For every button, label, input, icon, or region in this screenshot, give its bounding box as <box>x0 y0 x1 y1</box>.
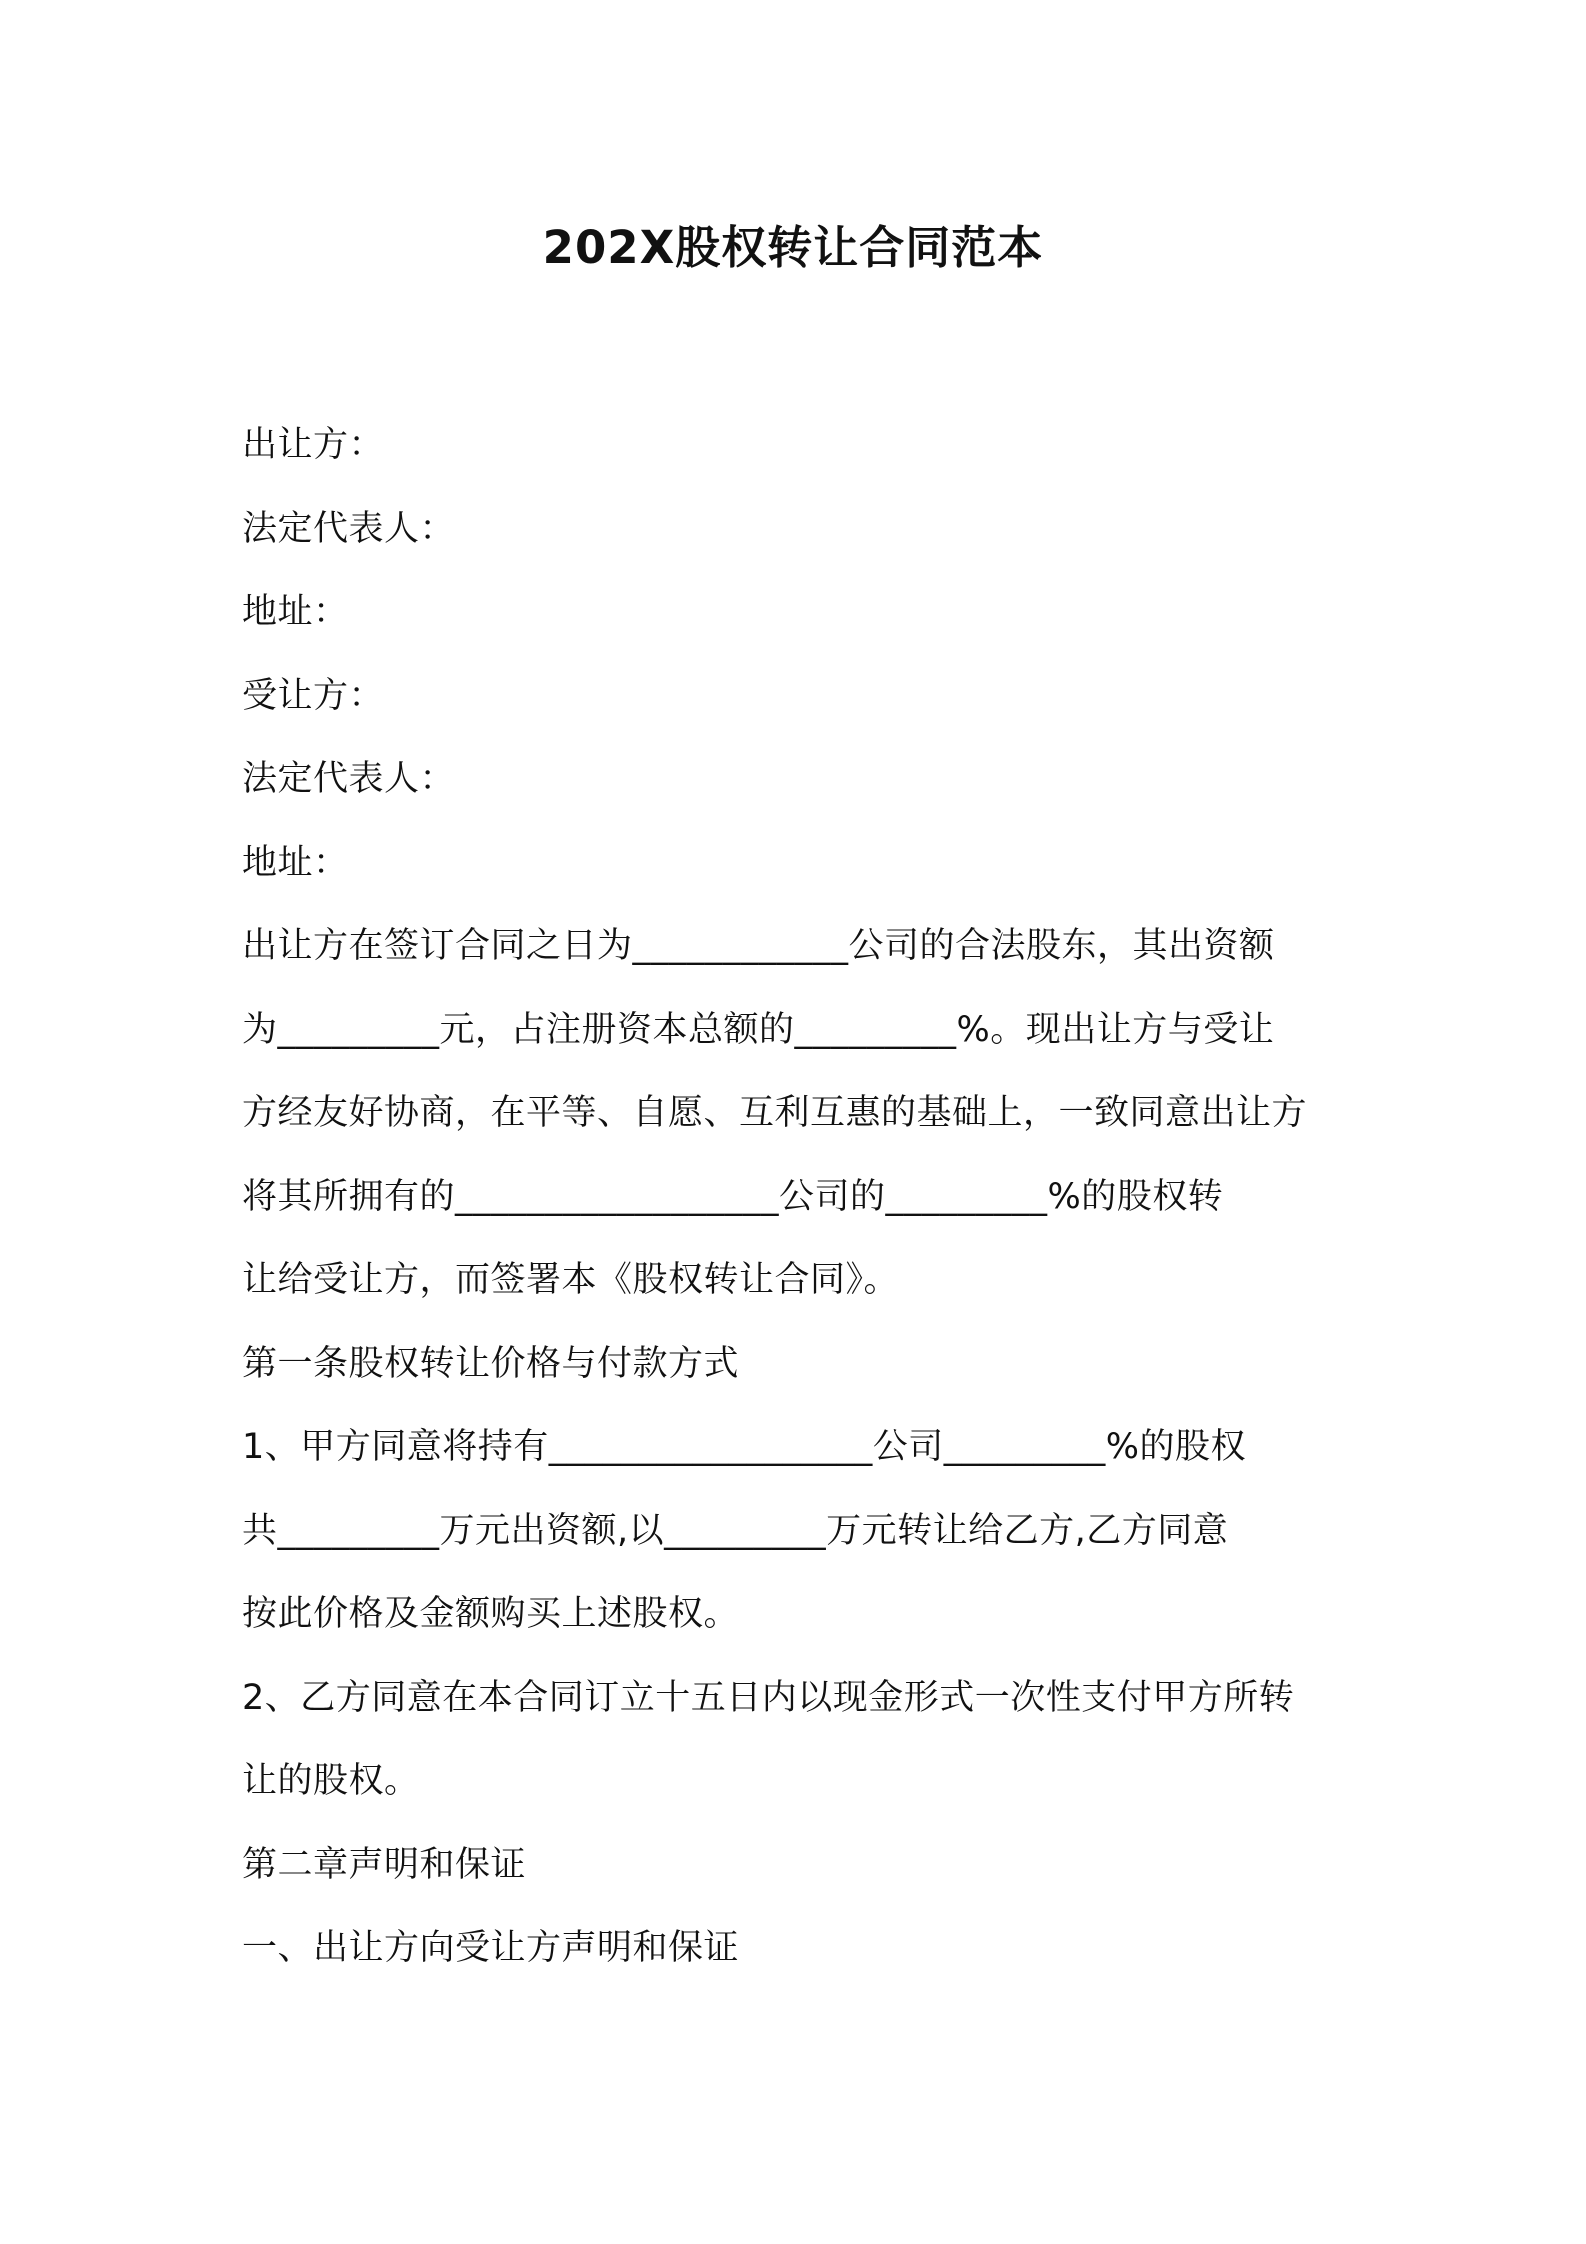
preamble-line: 将其所拥有的__________________公司的_________%的股权转 <box>242 1176 1224 1217</box>
preamble-line: 为_________元，占注册资本总额的_________%。现出让方与受让 <box>242 1009 1275 1050</box>
clause-1-line: 共_________万元出资额,以_________万元转让给乙方,乙方同意 <box>242 1510 1229 1551</box>
transferor-address-label: 地址： <box>242 592 349 632</box>
preamble-line: 让给受让方，而签署本《股权转让合同》。 <box>242 1260 900 1300</box>
clause-1-line: 按此价格及金额购买上述股权。 <box>242 1594 740 1634</box>
transferee-label: 受让方： <box>242 675 385 716</box>
transferee-representative-label: 法定代表人： <box>242 759 456 799</box>
chapter-2-heading: 第二章声明和保证 <box>242 1844 527 1885</box>
article-1-heading: 第一条股权转让价格与付款方式 <box>242 1343 740 1384</box>
transferee-address-label: 地址： <box>242 842 349 883</box>
preamble-line: 方经友好协商，在平等、自愿、互利互惠的基础上，一致同意出让方 <box>242 1093 1308 1133</box>
transferor-representative-label: 法定代表人： <box>242 508 456 549</box>
clause-1-line: 1、甲方同意将持有__________________公司_________%的股权 <box>242 1427 1247 1467</box>
section-1-heading: 一、出让方向受让方声明和保证 <box>242 1928 740 1968</box>
clause-2-line: 让的股权。 <box>242 1761 420 1801</box>
document-title: 202X股权转让合同范本 <box>542 221 1044 274</box>
clause-2-line: 2、乙方同意在本合同订立十五日内以现金形式一次性支付甲方所转 <box>242 1677 1295 1718</box>
preamble-line: 出让方在签订合同之日为____________公司的合法股东，其出资额 <box>242 926 1275 966</box>
transferor-label: 出让方： <box>242 425 385 465</box>
document-body <box>242 404 1362 1991</box>
